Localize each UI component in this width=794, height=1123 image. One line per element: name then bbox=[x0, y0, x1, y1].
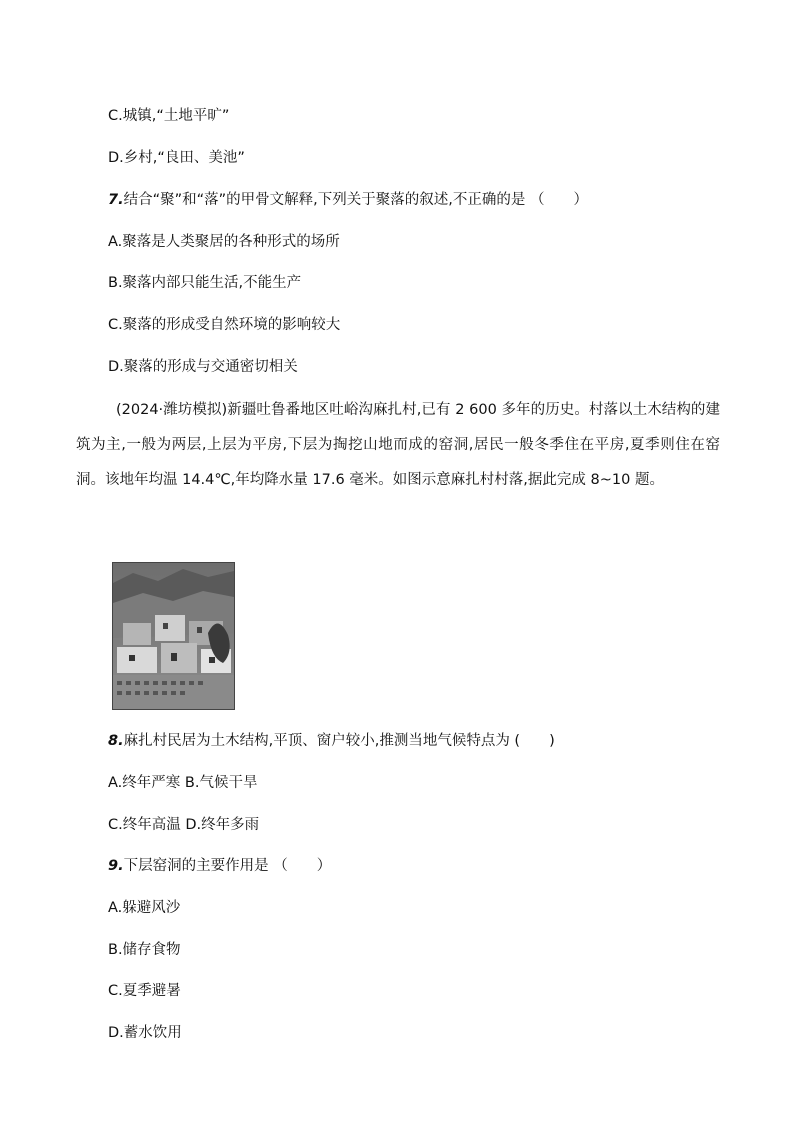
passage-paragraph bbox=[76, 393, 720, 498]
question-8-options-cd: C.终年高温 D.终年多雨 bbox=[108, 817, 260, 833]
question-8-text: 麻扎村民居为土木结构,平顶、窗户较小,推测当地气候特点为 ( ) bbox=[123, 733, 555, 749]
question-7-option-d: D.聚落的形成与交通密切相关 bbox=[108, 359, 298, 375]
question-9-text: 下层窑洞的主要作用是 （ ） bbox=[123, 858, 332, 874]
question-9-option-a: A.躲避风沙 bbox=[108, 900, 181, 916]
question-8-options-ab: A.终年严寒 B.气候干旱 bbox=[108, 775, 258, 791]
question-8-number: 8. bbox=[108, 733, 124, 749]
question-9-option-c: C.夏季避暑 bbox=[108, 983, 181, 999]
question-6-option-d: D.乡村,“良田、美池” bbox=[108, 150, 245, 166]
village-photo bbox=[112, 562, 235, 710]
question-9-number: 9. bbox=[108, 858, 124, 874]
question-8-stem bbox=[108, 731, 555, 751]
question-6-option-c: C.城镇,“土地平旷” bbox=[108, 108, 230, 124]
question-7-option-a: A.聚落是人类聚居的各种形式的场所 bbox=[108, 234, 340, 250]
question-7-option-b: B.聚落内部只能生活,不能生产 bbox=[108, 275, 302, 291]
question-7-text: 结合“聚”和“落”的甲骨文解释,下列关于聚落的叙述,不正确的是 （ ） bbox=[123, 192, 588, 208]
question-9-stem bbox=[108, 856, 331, 876]
question-7-option-c: C.聚落的形成受自然环境的影响较大 bbox=[108, 317, 341, 333]
question-9-option-d: D.蓄水饮用 bbox=[108, 1025, 182, 1041]
question-7-number: 7. bbox=[108, 192, 124, 208]
question-9-option-b: B.储存食物 bbox=[108, 942, 181, 958]
passage-text: (2024·潍坊模拟)新疆吐鲁番地区吐峪沟麻扎村,已有 2 600 多年的历史。村落以土木结构的建筑为主,一般为两层,上层为平房,下层为掏挖山地而成的窑洞,居民一般冬季住在平房,夏季则住在窑洞。该地年均温 14.4℃,年均降水量 17.6 毫米。如图示意麻扎村村落,据此完成 8~10 题。 bbox=[76, 402, 720, 488]
question-7-stem bbox=[108, 190, 588, 210]
